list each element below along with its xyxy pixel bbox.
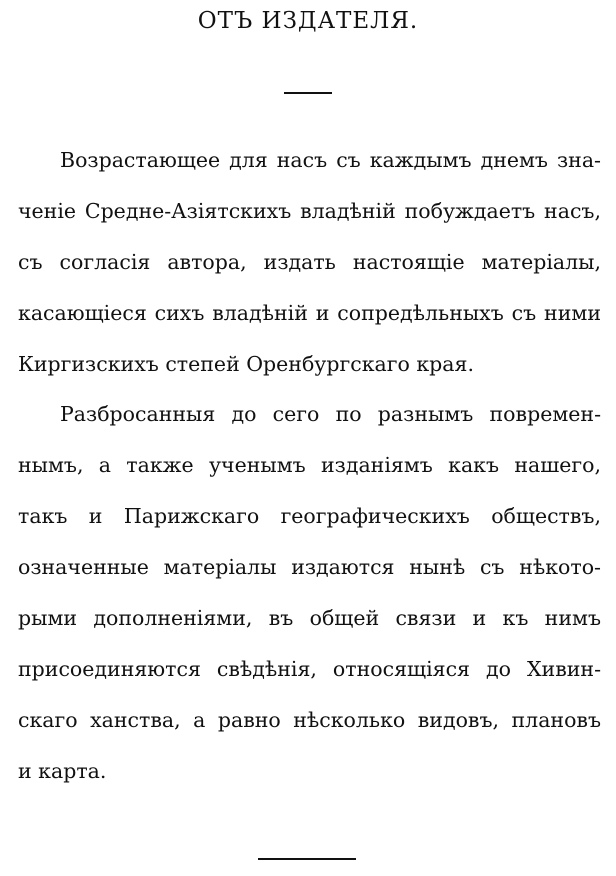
title-divider xyxy=(284,92,332,94)
paragraph-line: означенные матеріалы издаются нынѣ съ нѣкото- xyxy=(18,555,601,579)
end-divider xyxy=(258,858,356,860)
paragraph-line: нымъ, а также ученымъ изданіямъ какъ нашего, xyxy=(18,453,601,477)
paragraph-line: такъ и Парижскаго географическихъ обществъ, xyxy=(18,504,601,528)
paragraph-1 xyxy=(18,135,601,390)
paragraph-line: скаго ханства, а равно нѣсколько видовъ, плановъ xyxy=(18,708,601,732)
paragraph-line: Киргизскихъ степей Оренбургскаго края. xyxy=(18,352,474,376)
paragraph-line: ченіе Средне-Азіятскихъ владѣній побуждаетъ насъ, xyxy=(18,199,601,223)
paragraph-line: съ согласія автора, издать настоящіе матеріалы, xyxy=(18,250,601,274)
page-title: ОТЪ ИЗДАТЕЛЯ. xyxy=(197,8,419,34)
paragraph-line: Возрастающее для насъ съ каждымъ днемъ зна- xyxy=(60,148,601,172)
paragraph-line: рыми дополненіями, въ общей связи и къ нимъ xyxy=(18,606,601,630)
paragraph-line: и карта. xyxy=(18,759,107,783)
paragraph-line: Разбросанныя до сего по разнымъ повремен- xyxy=(60,402,601,426)
paragraph-line: присоединяются свѣдѣнія, относящіяся до Хивин- xyxy=(18,657,601,681)
paragraph-2 xyxy=(18,389,601,797)
paragraph-line: касающіеся сихъ владѣній и сопредѣльныхъ съ ними xyxy=(18,301,601,325)
